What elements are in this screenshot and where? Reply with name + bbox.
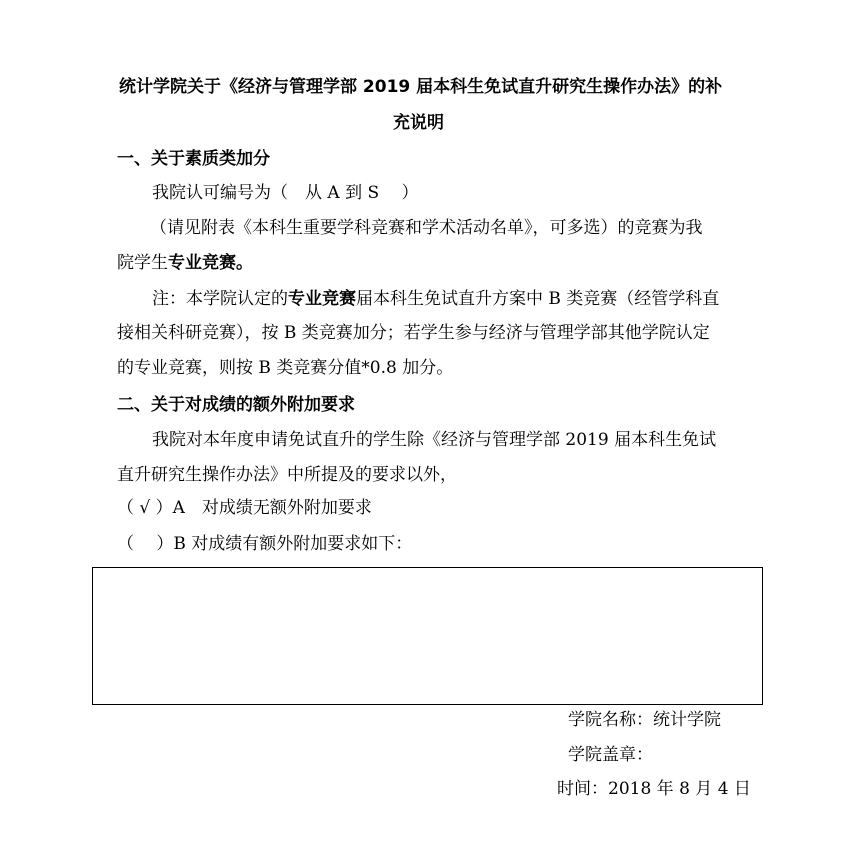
section2-paragraph1: 我院对本年度申请免试直升的学生除《经济与管理学部 2019 届本科生免试 — [152, 430, 717, 450]
section1-note-line1 — [152, 288, 719, 310]
section2-heading: 二、关于对成绩的额外附加要求 — [117, 395, 355, 415]
section1-heading: 一、关于素质类加分 — [117, 149, 270, 169]
section1-p3-prefix: 院学生 — [117, 253, 168, 273]
section1-paragraph3 — [117, 252, 253, 274]
footer-college-seal: 学院盖章： — [568, 745, 653, 765]
note-bold: 专业竞赛 — [288, 289, 356, 309]
document-title-line1: 统计学院关于《经济与管理学部 2019 届本科生免试直升研究生操作办法》的补 — [119, 77, 723, 97]
note-prefix: 注：本学院认定的 — [152, 289, 288, 309]
additional-requirements-box — [92, 567, 763, 705]
note-rest: 届本科生免试直升方案中 B 类竞赛（经管学科直 — [356, 289, 720, 309]
option-a: （ √ ）A 对成绩无额外附加要求 — [117, 498, 372, 518]
section1-paragraph1: 我院认可编号为（ 从 A 到 S ） — [152, 183, 419, 203]
footer-college-name: 学院名称：统计学院 — [568, 710, 721, 730]
section1-note-line2: 接相关科研竞赛），按 B 类竞赛加分；若学生参与经济与管理学部其他学院认定 — [117, 323, 710, 343]
footer-date: 时间：2018 年 8 月 4 日 — [557, 779, 751, 799]
section1-p3-bold: 专业竞赛。 — [168, 253, 253, 273]
section1-paragraph2: （请见附表《本科生重要学科竞赛和学术活动名单》，可多选）的竞赛为我 — [150, 218, 703, 238]
document-title-line2: 充说明 — [393, 113, 444, 133]
section2-paragraph2: 直升研究生操作办法》中所提及的要求以外， — [117, 465, 457, 485]
option-b: （ ）B 对成绩有额外附加要求如下： — [117, 534, 413, 554]
section1-note-line3: 的专业竞赛，则按 B 类竞赛分值*0.8 加分。 — [117, 358, 454, 378]
